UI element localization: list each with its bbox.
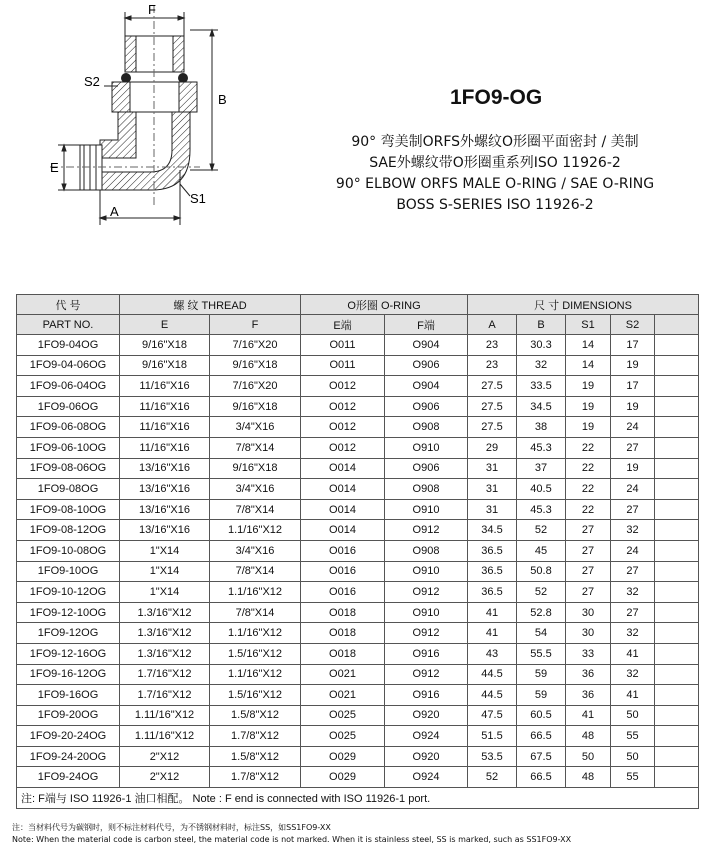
table-cell: 27.5 — [468, 417, 517, 438]
table-cell: 3/4"X16 — [210, 540, 301, 561]
table-cell: O910 — [385, 561, 468, 582]
table-cell: 1FO9-12OG — [17, 623, 120, 644]
table-cell: 14 — [566, 355, 611, 376]
table-cell: 31 — [468, 458, 517, 479]
table-cell: 7/8"X14 — [210, 437, 301, 458]
table-cell: 59 — [517, 664, 566, 685]
table-cell-blank — [655, 767, 699, 788]
table-cell: 44.5 — [468, 685, 517, 706]
table-cell: 53.5 — [468, 746, 517, 767]
table-cell: 1FO9-20OG — [17, 705, 120, 726]
table-cell: 1FO9-10-12OG — [17, 582, 120, 603]
table-cell: O012 — [301, 376, 385, 397]
table-cell: 52 — [517, 582, 566, 603]
table-cell: 1.11/16"X12 — [120, 705, 210, 726]
table-cell: 36.5 — [468, 540, 517, 561]
table-cell: 1FO9-12-10OG — [17, 602, 120, 623]
table-cell: 1.1/16"X12 — [210, 520, 301, 541]
table-cell: 11/16"X16 — [120, 417, 210, 438]
table-cell: 1FO9-10OG — [17, 561, 120, 582]
table-cell: 1.5/8"X12 — [210, 705, 301, 726]
description-line: SAE外螺纹带O形圈重系列ISO 11926-2 — [369, 155, 621, 171]
table-cell: 45 — [517, 540, 566, 561]
table-cell: 22 — [566, 499, 611, 520]
table-cell: 30 — [566, 623, 611, 644]
table-cell: O011 — [301, 335, 385, 356]
table-cell: 22 — [566, 458, 611, 479]
table-cell: 1.7/8"X12 — [210, 767, 301, 788]
table-cell: O014 — [301, 499, 385, 520]
table-cell: 1.7/16"X12 — [120, 685, 210, 706]
table-cell: 1.5/16"X12 — [210, 685, 301, 706]
table-cell: O912 — [385, 582, 468, 603]
table-cell: 27 — [566, 520, 611, 541]
table-cell: 34.5 — [517, 396, 566, 417]
header-e-end: E端 — [301, 315, 385, 335]
table-cell: 3/4"X16 — [210, 479, 301, 500]
table-cell: 52 — [468, 767, 517, 788]
table-cell: 41 — [611, 643, 655, 664]
table-cell: O908 — [385, 479, 468, 500]
table-cell: O904 — [385, 335, 468, 356]
table-cell: 1FO9-16OG — [17, 685, 120, 706]
table-cell: 1FO9-08-10OG — [17, 499, 120, 520]
header-oring: O形圈 O-RING — [301, 295, 468, 315]
table-cell: O014 — [301, 458, 385, 479]
table-cell: 7/8"X14 — [210, 499, 301, 520]
table-cell: 9/16"X18 — [210, 396, 301, 417]
table-cell: 55 — [611, 726, 655, 747]
table-cell: 29 — [468, 437, 517, 458]
header-code: 代 号 — [17, 295, 120, 315]
table-cell: 67.5 — [517, 746, 566, 767]
table-row — [17, 437, 699, 458]
table-cell-blank — [655, 643, 699, 664]
table-cell: 45.3 — [517, 499, 566, 520]
table-cell: 27 — [611, 602, 655, 623]
table-row — [17, 396, 699, 417]
table-row — [17, 417, 699, 438]
table-cell: O924 — [385, 726, 468, 747]
table-row — [17, 479, 699, 500]
header-f: F — [210, 315, 301, 335]
table-cell: 41 — [468, 602, 517, 623]
table-cell: O014 — [301, 479, 385, 500]
table-cell-blank — [655, 520, 699, 541]
table-cell: 33 — [566, 643, 611, 664]
table-cell: 1FO9-04-06OG — [17, 355, 120, 376]
table-row — [17, 376, 699, 397]
table-cell: 1"X14 — [120, 582, 210, 603]
table-cell: O906 — [385, 458, 468, 479]
table-cell: 34.5 — [468, 520, 517, 541]
table-row — [17, 746, 699, 767]
table-cell: O021 — [301, 664, 385, 685]
table-row — [17, 623, 699, 644]
header-dimensions: 尺 寸 DIMENSIONS — [468, 295, 699, 315]
table-row — [17, 458, 699, 479]
table-cell: O916 — [385, 643, 468, 664]
table-cell: O912 — [385, 520, 468, 541]
table-cell: 55 — [611, 767, 655, 788]
table-cell: 45.3 — [517, 437, 566, 458]
table-cell-blank — [655, 437, 699, 458]
table-cell: O029 — [301, 746, 385, 767]
table-row — [17, 499, 699, 520]
table-cell: O016 — [301, 561, 385, 582]
table-cell: 30.3 — [517, 335, 566, 356]
table-row — [17, 685, 699, 706]
table-cell: O014 — [301, 520, 385, 541]
table-cell: 1FO9-08-06OG — [17, 458, 120, 479]
table-cell: O025 — [301, 726, 385, 747]
table-cell: 59 — [517, 685, 566, 706]
table-cell: O018 — [301, 602, 385, 623]
table-cell-blank — [655, 561, 699, 582]
table-cell: O906 — [385, 396, 468, 417]
table-cell: 11/16"X16 — [120, 376, 210, 397]
table-cell: 38 — [517, 417, 566, 438]
table-row — [17, 355, 699, 376]
table-cell: 22 — [566, 437, 611, 458]
table-cell: 24 — [611, 540, 655, 561]
table-cell: 1FO9-08OG — [17, 479, 120, 500]
table-cell: 19 — [566, 396, 611, 417]
table-cell-blank — [655, 396, 699, 417]
table-cell: 50 — [611, 746, 655, 767]
table-cell: 1.3/16"X12 — [120, 602, 210, 623]
table-cell: 2"X12 — [120, 746, 210, 767]
dim-label-e: E — [50, 160, 59, 175]
table-cell: 1"X14 — [120, 561, 210, 582]
table-cell: 66.5 — [517, 726, 566, 747]
table-cell: O910 — [385, 499, 468, 520]
table-cell: O018 — [301, 623, 385, 644]
table-cell: O012 — [301, 437, 385, 458]
spec-table-body — [17, 335, 699, 788]
table-cell: 19 — [611, 396, 655, 417]
table-cell-blank — [655, 335, 699, 356]
table-cell: O910 — [385, 602, 468, 623]
table-cell: 19 — [566, 417, 611, 438]
table-cell: 27.5 — [468, 396, 517, 417]
table-cell: 1FO9-08-12OG — [17, 520, 120, 541]
dim-label-a: A — [110, 204, 119, 219]
table-cell-blank — [655, 685, 699, 706]
table-row — [17, 767, 699, 788]
table-cell-blank — [655, 376, 699, 397]
table-cell: 27 — [566, 540, 611, 561]
table-cell: 14 — [566, 335, 611, 356]
header-e: E — [120, 315, 210, 335]
table-cell-blank — [655, 664, 699, 685]
header-part-no: PART NO. — [17, 315, 120, 335]
table-cell: 47.5 — [468, 705, 517, 726]
table-cell: 52 — [517, 520, 566, 541]
dim-label-f: F — [148, 2, 156, 17]
table-cell: 52.8 — [517, 602, 566, 623]
table-cell: 11/16"X16 — [120, 396, 210, 417]
table-cell: O904 — [385, 376, 468, 397]
table-cell: 1FO9-06OG — [17, 396, 120, 417]
table-cell: O011 — [301, 355, 385, 376]
table-cell: 1FO9-16-12OG — [17, 664, 120, 685]
table-cell-blank — [655, 726, 699, 747]
table-cell: 19 — [611, 355, 655, 376]
table-cell: 41 — [611, 685, 655, 706]
table-row — [17, 705, 699, 726]
table-cell: 1FO9-04OG — [17, 335, 120, 356]
table-cell: 40.5 — [517, 479, 566, 500]
table-cell: 19 — [566, 376, 611, 397]
table-cell: 27 — [611, 499, 655, 520]
table-cell: 48 — [566, 726, 611, 747]
table-cell: 17 — [611, 376, 655, 397]
table-cell-blank — [655, 705, 699, 726]
table-cell: 27.5 — [468, 376, 517, 397]
table-cell: 1.1/16"X12 — [210, 664, 301, 685]
table-cell: 54 — [517, 623, 566, 644]
table-cell: 23 — [468, 355, 517, 376]
table-cell: 50.8 — [517, 561, 566, 582]
table-cell: 32 — [611, 623, 655, 644]
table-sub-header-row — [17, 315, 699, 335]
table-cell: 48 — [566, 767, 611, 788]
table-cell: 36.5 — [468, 582, 517, 603]
table-cell: 36 — [566, 664, 611, 685]
table-cell: O912 — [385, 664, 468, 685]
header-blank — [655, 315, 699, 335]
table-cell: 1FO9-06-08OG — [17, 417, 120, 438]
table-cell: 1FO9-24-20OG — [17, 746, 120, 767]
table-cell-blank — [655, 623, 699, 644]
table-cell: O012 — [301, 417, 385, 438]
table-cell: 1.3/16"X12 — [120, 623, 210, 644]
table-cell: 27 — [611, 561, 655, 582]
table-cell: 27 — [566, 582, 611, 603]
table-cell: 1.11/16"X12 — [120, 726, 210, 747]
table-cell: 9/16"X18 — [120, 355, 210, 376]
table-cell: 9/16"X18 — [210, 355, 301, 376]
table-cell: 1FO9-20-24OG — [17, 726, 120, 747]
table-cell: 60.5 — [517, 705, 566, 726]
table-cell: 33.5 — [517, 376, 566, 397]
table-cell: 24 — [611, 479, 655, 500]
table-cell: O016 — [301, 540, 385, 561]
table-cell: O920 — [385, 705, 468, 726]
table-cell-blank — [655, 582, 699, 603]
material-notes — [12, 822, 571, 846]
table-cell-blank — [655, 499, 699, 520]
table-cell: 1.3/16"X12 — [120, 643, 210, 664]
table-row — [17, 561, 699, 582]
table-cell: 27 — [611, 437, 655, 458]
table-row — [17, 520, 699, 541]
fitting-drawing — [40, 0, 240, 235]
table-cell: 36.5 — [468, 561, 517, 582]
table-cell: 50 — [566, 746, 611, 767]
table-cell: 19 — [611, 458, 655, 479]
table-row — [17, 643, 699, 664]
description-line: 90° 弯美制ORFS外螺纹O形圈平面密封 / 美制 — [351, 134, 639, 150]
table-row — [17, 602, 699, 623]
table-cell: 9/16"X18 — [120, 335, 210, 356]
table-cell: 13/16"X16 — [120, 479, 210, 500]
table-cell-blank — [655, 355, 699, 376]
header-thread: 螺 纹 THREAD — [120, 295, 301, 315]
table-cell: 55.5 — [517, 643, 566, 664]
table-cell: 32 — [611, 520, 655, 541]
table-cell: 32 — [611, 664, 655, 685]
table-footer-note: 注: F端与 ISO 11926-1 油口相配。 Note : F end is connected with ISO 11926-1 port. — [17, 788, 699, 809]
table-cell: O906 — [385, 355, 468, 376]
table-cell: O916 — [385, 685, 468, 706]
dim-label-b: B — [218, 92, 227, 107]
table-cell: 1FO9-06-04OG — [17, 376, 120, 397]
table-footer-row — [17, 788, 699, 809]
table-cell: 41 — [468, 623, 517, 644]
table-cell: 13/16"X16 — [120, 520, 210, 541]
table-cell: 1.7/8"X12 — [210, 726, 301, 747]
table-cell: 1.1/16"X12 — [210, 582, 301, 603]
table-cell: O021 — [301, 685, 385, 706]
table-cell: O908 — [385, 540, 468, 561]
table-cell: 23 — [468, 335, 517, 356]
table-cell: O025 — [301, 705, 385, 726]
table-cell: O924 — [385, 767, 468, 788]
table-row — [17, 582, 699, 603]
table-cell: 1.7/16"X12 — [120, 664, 210, 685]
table-cell: 13/16"X16 — [120, 499, 210, 520]
table-group-header-row — [17, 295, 699, 315]
description-line: 90° ELBOW ORFS MALE O-RING / SAE O-RING — [335, 176, 655, 192]
table-cell: 1FO9-10-08OG — [17, 540, 120, 561]
table-cell: O920 — [385, 746, 468, 767]
table-cell: 1"X14 — [120, 540, 210, 561]
material-note-en: Note: When the material code is carbon steel, the material code is not marked. When it is stainless steel, SS is marked, such as SS1FO9-XX — [12, 835, 572, 844]
table-cell: O018 — [301, 643, 385, 664]
table-cell: 32 — [517, 355, 566, 376]
table-cell: 2"X12 — [120, 767, 210, 788]
table-cell: 51.5 — [468, 726, 517, 747]
table-cell-blank — [655, 479, 699, 500]
table-cell: 27 — [566, 561, 611, 582]
table-cell: 3/4"X16 — [210, 417, 301, 438]
table-cell: 7/16"X20 — [210, 376, 301, 397]
table-cell: 50 — [611, 705, 655, 726]
table-cell: 13/16"X16 — [120, 458, 210, 479]
header-s1: S1 — [566, 315, 611, 335]
table-row — [17, 540, 699, 561]
dim-label-s1: S1 — [190, 191, 206, 206]
table-cell: 43 — [468, 643, 517, 664]
material-note-zh: 注：当材料代号为碳钢时，则不标注材料代号，为不锈钢材料时，标注SS，如SS1FO9-XX — [12, 823, 331, 832]
table-cell: O910 — [385, 437, 468, 458]
table-cell: O016 — [301, 582, 385, 603]
table-row — [17, 335, 699, 356]
table-cell: 31 — [468, 499, 517, 520]
table-cell: 24 — [611, 417, 655, 438]
table-cell: 36 — [566, 685, 611, 706]
product-code-title: 1FO9-OG — [450, 86, 543, 109]
header-s2: S2 — [611, 315, 655, 335]
table-cell-blank — [655, 417, 699, 438]
table-cell: 7/16"X20 — [210, 335, 301, 356]
table-cell: 30 — [566, 602, 611, 623]
header-a: A — [468, 315, 517, 335]
table-cell: 7/8"X14 — [210, 602, 301, 623]
table-cell: 37 — [517, 458, 566, 479]
table-cell: O029 — [301, 767, 385, 788]
table-cell: 41 — [566, 705, 611, 726]
table-cell-blank — [655, 602, 699, 623]
table-cell: 32 — [611, 582, 655, 603]
dim-label-s2: S2 — [84, 74, 100, 89]
spec-table — [16, 294, 699, 809]
table-cell: 17 — [611, 335, 655, 356]
table-cell-blank — [655, 746, 699, 767]
table-cell: 1.5/16"X12 — [210, 643, 301, 664]
header-b: B — [517, 315, 566, 335]
table-cell: 31 — [468, 479, 517, 500]
table-row — [17, 664, 699, 685]
table-cell: 1.5/8"X12 — [210, 746, 301, 767]
table-cell: 9/16"X18 — [210, 458, 301, 479]
table-cell: 11/16"X16 — [120, 437, 210, 458]
table-cell: O908 — [385, 417, 468, 438]
description-line: BOSS S-SERIES ISO 11926-2 — [396, 197, 594, 213]
table-cell: 66.5 — [517, 767, 566, 788]
product-description — [300, 132, 690, 216]
table-cell: 1FO9-24OG — [17, 767, 120, 788]
table-cell: 1FO9-06-10OG — [17, 437, 120, 458]
table-cell: O012 — [301, 396, 385, 417]
table-cell: 7/8"X14 — [210, 561, 301, 582]
table-cell: O912 — [385, 623, 468, 644]
table-row — [17, 726, 699, 747]
table-cell: 44.5 — [468, 664, 517, 685]
header-f-end: F端 — [385, 315, 468, 335]
table-cell: 1.1/16"X12 — [210, 623, 301, 644]
table-cell-blank — [655, 540, 699, 561]
table-cell: 22 — [566, 479, 611, 500]
table-cell-blank — [655, 458, 699, 479]
table-cell: 1FO9-12-16OG — [17, 643, 120, 664]
